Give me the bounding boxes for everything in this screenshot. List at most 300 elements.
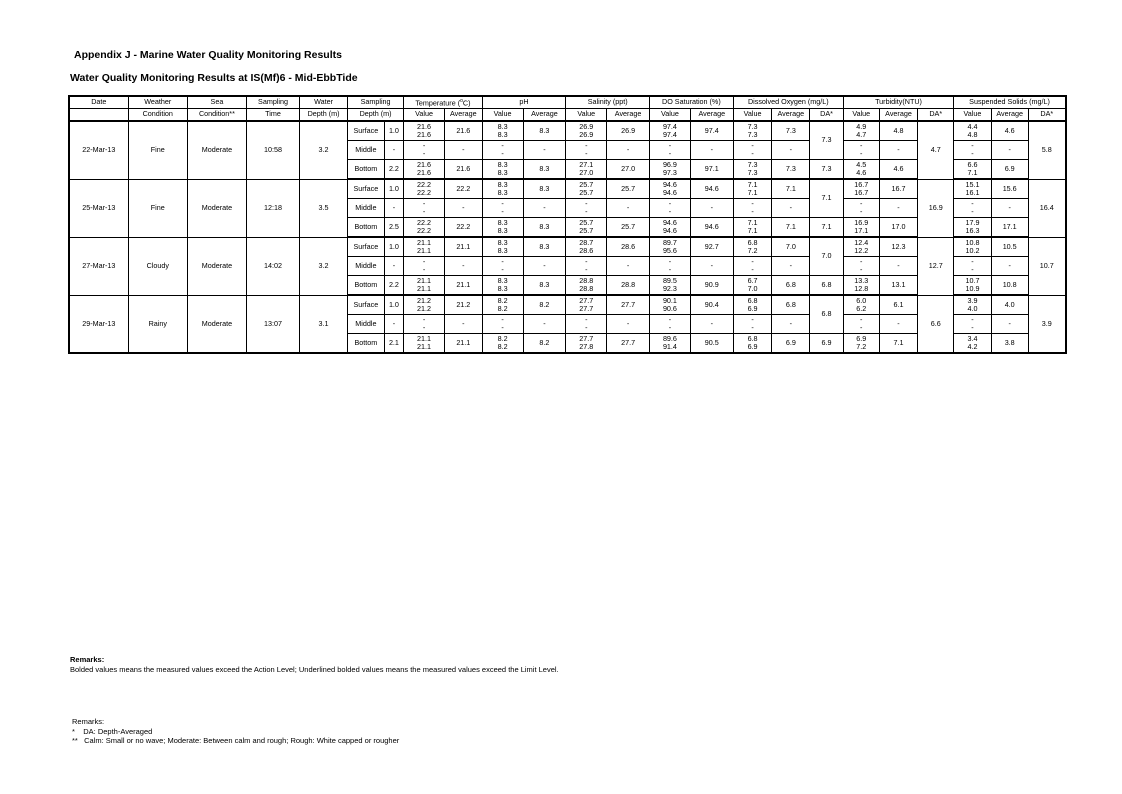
dissolved-oxygen-average: - [772,315,810,334]
turbidity-average: 16.7 [879,179,918,199]
suspended-solids-values-reading-2: 16.1 [965,188,980,197]
temperature-values-reading-2: 21.6 [417,130,432,139]
salinity-values-reading-1: 28.7 [579,237,594,247]
table-title: Water Quality Monitoring Results at IS(Mf)6 - Mid-EbbTide [70,72,358,84]
dissolved-oxygen-average: 6.9 [772,334,810,354]
do-saturation-values-reading-2: 97.3 [662,168,677,177]
header-ph: pH [482,96,566,109]
date-cell: 25-Mar-13 [69,179,128,237]
do-saturation-values [650,257,691,276]
suspended-solids-average: 15.6 [991,179,1028,199]
do-saturation-average: 90.9 [690,276,733,296]
salinity-values [566,257,607,276]
ph-values-reading-2: 8.3 [497,130,508,139]
temperature-values [404,218,445,238]
do-saturation-values-reading-1: - [668,256,672,266]
suspended-solids-values-reading-2: 10.2 [965,246,980,255]
do-saturation-average: 92.7 [690,237,733,257]
ph-values-reading-1: 8.3 [497,179,508,189]
ph-values-reading-2: 8.2 [497,304,508,313]
temperature-values-reading-2: 22.2 [417,188,432,197]
turbidity-values-reading-1: - [860,140,863,150]
temperature-average: - [444,315,482,334]
suspended-solids-values-reading-2: 4.8 [967,130,978,139]
do-saturation-values [650,199,691,218]
suspended-solids-values-reading-2: - [971,207,974,216]
do-saturation-average: 90.5 [690,334,733,354]
header-value: Value [843,109,879,122]
salinity-values-reading-1: 26.9 [579,121,594,131]
turbidity-values [843,121,879,141]
turbidity-average: 4.8 [879,121,918,141]
suspended-solids-values-reading-2: 7.1 [967,168,978,177]
suspended-solids-values [954,295,992,315]
salinity-values [566,218,607,238]
dissolved-oxygen-values-reading-2: - [751,149,754,158]
temperature-values [404,276,445,296]
temperature-values-reading-1: - [422,140,426,150]
salinity-values-reading-2: 27.0 [579,168,594,177]
dissolved-oxygen-values-reading-2: - [751,265,754,274]
ph-values-reading-1: - [501,198,504,208]
dissolved-oxygen-values-reading-2: 6.9 [747,304,758,313]
suspended-solids-average: 10.5 [991,237,1028,257]
dissolved-oxygen-values [733,237,772,257]
header-average: Average [772,109,810,122]
temperature-values-reading-1: 21.6 [417,121,432,131]
salinity-average: 28.8 [607,276,650,296]
dissolved-oxygen-da: 7.3 [810,121,844,160]
ph-average: 8.3 [523,160,566,180]
dissolved-oxygen-values-reading-2: 7.0 [747,284,758,293]
turbidity-values [843,179,879,199]
dissolved-oxygen-values-reading-1: 7.1 [747,217,758,227]
ph-values-reading-2: 8.2 [497,342,508,351]
sampling-depth-cell: 2.1 [384,334,403,354]
weather-cell: Fine [128,121,187,179]
suspended-solids-values-reading-1: 3.9 [967,295,978,305]
ph-values-reading-2: - [501,207,504,216]
ph-values-reading-1: - [501,140,504,150]
header-salinity: Salinity (ppt) [566,96,650,109]
sampling-level-cell: Bottom [348,334,385,354]
do-saturation-average: 94.6 [690,179,733,199]
dissolved-oxygen-average: 7.1 [772,218,810,238]
salinity-values [566,295,607,315]
turbidity-values [843,141,879,160]
salinity-values [566,141,607,160]
temperature-average: - [444,199,482,218]
date-cell: 22-Mar-13 [69,121,128,179]
weather-cell: Rainy [128,295,187,353]
dissolved-oxygen-values-reading-1: - [751,256,754,266]
remarks-da-note: * DA: Depth-Averaged [72,726,153,736]
temperature-values [404,199,445,218]
ph-values [482,276,523,296]
table-row [69,295,1066,315]
dissolved-oxygen-values-reading-1: 7.3 [747,159,758,169]
header-value: Value [954,109,992,122]
do-saturation-values-reading-2: 94.6 [662,226,677,235]
turbidity-da: 16.9 [918,179,954,237]
suspended-solids-da: 10.7 [1028,237,1066,295]
header-water-depth: Water [300,96,348,109]
do-saturation-values-reading-1: 97.4 [662,121,677,131]
suspended-solids-average: 6.9 [991,160,1028,180]
header-row-2 [69,109,1066,122]
suspended-solids-average: 4.6 [991,121,1028,141]
suspended-solids-values [954,141,992,160]
weather-cell: Fine [128,179,187,237]
turbidity-values [843,334,879,354]
temperature-average: 21.1 [444,237,482,257]
do-saturation-values [650,141,691,160]
ph-values [482,160,523,180]
turbidity-values-reading-1: - [860,256,863,266]
do-saturation-values-reading-1: 96.9 [662,159,677,169]
turbidity-values [843,276,879,296]
sampling-depth-cell: - [384,257,403,276]
salinity-average: 27.7 [607,334,650,354]
water-depth-cell: 3.5 [300,179,348,237]
temperature-values [404,179,445,199]
ph-average: 8.2 [523,334,566,354]
salinity-values-reading-1: 27.1 [579,159,594,169]
sampling-time-cell: 14:02 [247,237,300,295]
temperature-values-reading-2: - [422,149,426,158]
temperature-values-reading-2: 21.1 [417,284,432,293]
turbidity-values-reading-1: 16.9 [854,217,869,227]
appendix-title: Appendix J - Marine Water Quality Monitoring Results [74,49,342,61]
suspended-solids-average: - [991,141,1028,160]
turbidity-values [843,237,879,257]
suspended-solids-average: - [991,257,1028,276]
temperature-average: 22.2 [444,179,482,199]
turbidity-average: 17.0 [879,218,918,238]
turbidity-values-reading-2: 17.1 [854,226,869,235]
do-saturation-values [650,121,691,141]
turbidity-values-reading-2: 4.6 [856,168,867,177]
temperature-average: 21.1 [444,276,482,296]
sea-condition-cell: Moderate [187,295,246,353]
suspended-solids-values [954,334,992,354]
do-saturation-values-reading-1: 89.6 [662,333,677,343]
do-saturation-average: - [690,199,733,218]
dissolved-oxygen-values [733,257,772,276]
sampling-depth-cell: - [384,141,403,160]
salinity-average: 26.9 [607,121,650,141]
do-saturation-values-reading-1: 94.6 [662,217,677,227]
turbidity-average: - [879,257,918,276]
dissolved-oxygen-values-reading-1: 6.7 [747,275,758,285]
dissolved-oxygen-values-reading-1: - [751,198,754,208]
header-weather: Weather [128,96,187,109]
suspended-solids-values-reading-1: 15.1 [965,179,980,189]
suspended-solids-values-reading-2: - [971,323,974,332]
salinity-values-reading-2: 27.8 [579,342,594,351]
header-average: Average [690,109,733,122]
temperature-values-reading-2: - [422,207,426,216]
sampling-time-cell: 10:58 [247,121,300,179]
ph-average: - [523,199,566,218]
do-saturation-values [650,179,691,199]
turbidity-da: 6.6 [918,295,954,353]
dissolved-oxygen-values-reading-1: 6.8 [747,333,758,343]
dissolved-oxygen-values-reading-1: 7.1 [747,179,758,189]
header-dissolved-oxygen: Dissolved Oxygen (mg/L) [733,96,843,109]
temperature-values [404,237,445,257]
salinity-average: - [607,257,650,276]
sampling-level-cell: Surface [348,237,385,257]
temperature-values [404,334,445,354]
do-saturation-values [650,334,691,354]
dissolved-oxygen-values [733,121,772,141]
ph-values-reading-1: 8.2 [497,333,508,343]
suspended-solids-da: 16.4 [1028,179,1066,237]
temperature-values-reading-1: - [422,198,426,208]
salinity-values-reading-2: - [585,207,588,216]
suspended-solids-values [954,257,992,276]
sampling-level-cell: Middle [348,315,385,334]
ph-average: 8.3 [523,121,566,141]
ph-values-reading-1: - [501,256,504,266]
dissolved-oxygen-values [733,315,772,334]
sampling-depth-cell: 1.0 [384,237,403,257]
turbidity-values [843,295,879,315]
suspended-solids-average: 4.0 [991,295,1028,315]
suspended-solids-values [954,121,992,141]
suspended-solids-values-reading-1: 10.7 [965,275,980,285]
do-saturation-values-reading-1: 90.1 [662,295,677,305]
salinity-values-reading-1: 27.7 [579,333,594,343]
header-date-blank [69,109,128,122]
sampling-level-cell: Bottom [348,276,385,296]
dissolved-oxygen-da-bottom: 6.8 [810,276,844,296]
do-saturation-average: 97.1 [690,160,733,180]
remarks-sea-note: ** Calm: Small or no wave; Moderate: Between calm and rough; Rough: White capped or rougher [72,736,400,745]
ph-average: - [523,315,566,334]
temperature-values-reading-2: - [422,323,426,332]
temperature-values-reading-1: 22.2 [417,217,432,227]
remarks-action-limit [70,655,559,674]
ph-values [482,295,523,315]
dissolved-oxygen-values [733,179,772,199]
ph-values [482,179,523,199]
sampling-level-cell: Surface [348,179,385,199]
do-saturation-values [650,218,691,238]
dissolved-oxygen-da: 7.1 [810,179,844,218]
suspended-solids-da: 3.9 [1028,295,1066,353]
temperature-values-reading-1: 21.1 [417,275,432,285]
suspended-solids-values-reading-1: 3.4 [967,333,978,343]
salinity-average: 27.0 [607,160,650,180]
dissolved-oxygen-values-reading-2: 7.1 [747,188,758,197]
dissolved-oxygen-da-bottom: 6.9 [810,334,844,354]
salinity-values [566,276,607,296]
header-average: Average [879,109,918,122]
suspended-solids-values-reading-1: - [971,140,974,150]
do-saturation-values-reading-1: 89.7 [662,237,677,247]
suspended-solids-values-reading-2: 16.3 [965,226,980,235]
turbidity-values-reading-2: 12.2 [854,246,869,255]
ph-values-reading-1: 8.3 [497,159,508,169]
suspended-solids-values [954,160,992,180]
temperature-values-reading-2: - [422,265,426,274]
salinity-values-reading-2: 27.7 [579,304,594,313]
dissolved-oxygen-average: 7.0 [772,237,810,257]
dissolved-oxygen-values-reading-1: 6.8 [747,237,758,247]
turbidity-values-reading-2: 7.2 [856,342,867,351]
salinity-average: 28.6 [607,237,650,257]
header-time-sub: Time [247,109,300,122]
suspended-solids-values [954,276,992,296]
turbidity-average: - [879,199,918,218]
turbidity-values-reading-2: - [860,207,863,216]
do-saturation-values [650,295,691,315]
ph-values-reading-2: - [501,323,504,332]
salinity-values-reading-1: - [585,314,588,324]
sampling-level-cell: Middle [348,199,385,218]
suspended-solids-values-reading-1: 10.8 [965,237,980,247]
turbidity-values-reading-1: 4.5 [856,159,867,169]
salinity-values [566,160,607,180]
temperature-average: 21.6 [444,121,482,141]
suspended-solids-values-reading-1: 4.4 [967,121,978,131]
do-saturation-values-reading-1: - [668,198,672,208]
do-saturation-values [650,237,691,257]
do-saturation-values-reading-2: - [668,265,672,274]
header-da: DA* [1028,109,1066,122]
header-row-1 [69,96,1066,109]
header-average: Average [991,109,1028,122]
sampling-time-cell: 13:07 [247,295,300,353]
dissolved-oxygen-values [733,141,772,160]
header-value: Value [566,109,607,122]
suspended-solids-values [954,315,992,334]
temperature-values [404,257,445,276]
do-saturation-values [650,276,691,296]
temperature-average: 21.1 [444,334,482,354]
remarks-title: Remarks: [70,655,105,664]
do-saturation-values-reading-2: 92.3 [662,284,677,293]
turbidity-average: - [879,315,918,334]
temperature-values-reading-2: 21.1 [417,246,432,255]
do-saturation-average: - [690,315,733,334]
ph-average: 8.2 [523,295,566,315]
salinity-values-reading-1: - [585,256,588,266]
salinity-values-reading-2: 25.7 [579,226,594,235]
do-saturation-values-reading-1: - [668,314,672,324]
dissolved-oxygen-average: - [772,141,810,160]
sea-condition-cell: Moderate [187,237,246,295]
turbidity-average: - [879,141,918,160]
salinity-average: - [607,141,650,160]
do-saturation-average: - [690,141,733,160]
temperature-average: - [444,141,482,160]
dissolved-oxygen-values [733,295,772,315]
suspended-solids-values [954,199,992,218]
temperature-values-reading-1: 21.1 [417,333,432,343]
sampling-depth-cell: - [384,315,403,334]
do-saturation-average: 90.4 [690,295,733,315]
suspended-solids-values [954,218,992,238]
dissolved-oxygen-values [733,334,772,354]
ph-values [482,121,523,141]
temperature-average: 21.2 [444,295,482,315]
date-cell: 29-Mar-13 [69,295,128,353]
dissolved-oxygen-values-reading-1: - [751,140,754,150]
sampling-level-cell: Surface [348,121,385,141]
sampling-depth-cell: 1.0 [384,295,403,315]
temperature-average: 21.6 [444,160,482,180]
turbidity-values-reading-1: 13.3 [854,275,869,285]
sampling-depth-cell: 2.2 [384,160,403,180]
header-date: Date [69,96,128,109]
salinity-values [566,315,607,334]
ph-values-reading-1: 8.3 [497,217,508,227]
do-saturation-average: 97.4 [690,121,733,141]
dissolved-oxygen-da: 7.0 [810,237,844,276]
header-da: DA* [810,109,844,122]
ph-values-reading-1: - [501,314,504,324]
turbidity-values [843,199,879,218]
do-saturation-average: - [690,257,733,276]
sea-condition-cell: Moderate [187,121,246,179]
salinity-values-reading-2: 25.7 [579,188,594,197]
turbidity-values-reading-1: - [860,198,863,208]
suspended-solids-values [954,237,992,257]
do-saturation-values [650,315,691,334]
ph-values-reading-2: 8.3 [497,246,508,255]
header-average: Average [607,109,650,122]
suspended-solids-values-reading-1: - [971,256,974,266]
do-saturation-values-reading-2: - [668,149,672,158]
table-row [69,179,1066,199]
dissolved-oxygen-values-reading-2: - [751,323,754,332]
turbidity-values-reading-2: - [860,265,863,274]
remarks-text: Bolded values means the measured values exceed the Action Level; Underlined bolded values means the measured values exceed the Limit Level. [70,664,559,674]
turbidity-values-reading-2: 6.2 [856,304,867,313]
ph-average: 8.3 [523,237,566,257]
turbidity-values-reading-1: 6.9 [856,333,867,343]
ph-values [482,237,523,257]
salinity-values-reading-2: - [585,149,588,158]
dissolved-oxygen-values-reading-1: 7.3 [747,121,758,131]
dissolved-oxygen-average: - [772,257,810,276]
ph-values [482,315,523,334]
turbidity-values-reading-1: - [860,314,863,324]
salinity-values [566,237,607,257]
dissolved-oxygen-values-reading-2: - [751,207,754,216]
salinity-values-reading-2: 26.9 [579,130,594,139]
header-turbidity: Turbidity(NTU) [843,96,953,109]
sampling-depth-cell: - [384,199,403,218]
do-saturation-average: 94.6 [690,218,733,238]
ph-average: - [523,257,566,276]
header-value: Value [650,109,691,122]
suspended-solids-values-reading-1: - [971,314,974,324]
do-saturation-values-reading-1: 94.6 [662,179,677,189]
dissolved-oxygen-values [733,218,772,238]
suspended-solids-values-reading-2: - [971,265,974,274]
ph-values-reading-1: 8.3 [497,121,508,131]
sampling-depth-cell: 2.2 [384,276,403,296]
temperature-values-reading-1: 21.6 [417,159,432,169]
suspended-solids-da: 5.8 [1028,121,1066,179]
do-saturation-values-reading-2: - [668,323,672,332]
salinity-values-reading-2: 28.6 [579,246,594,255]
do-saturation-values-reading-2: 90.6 [662,304,677,313]
